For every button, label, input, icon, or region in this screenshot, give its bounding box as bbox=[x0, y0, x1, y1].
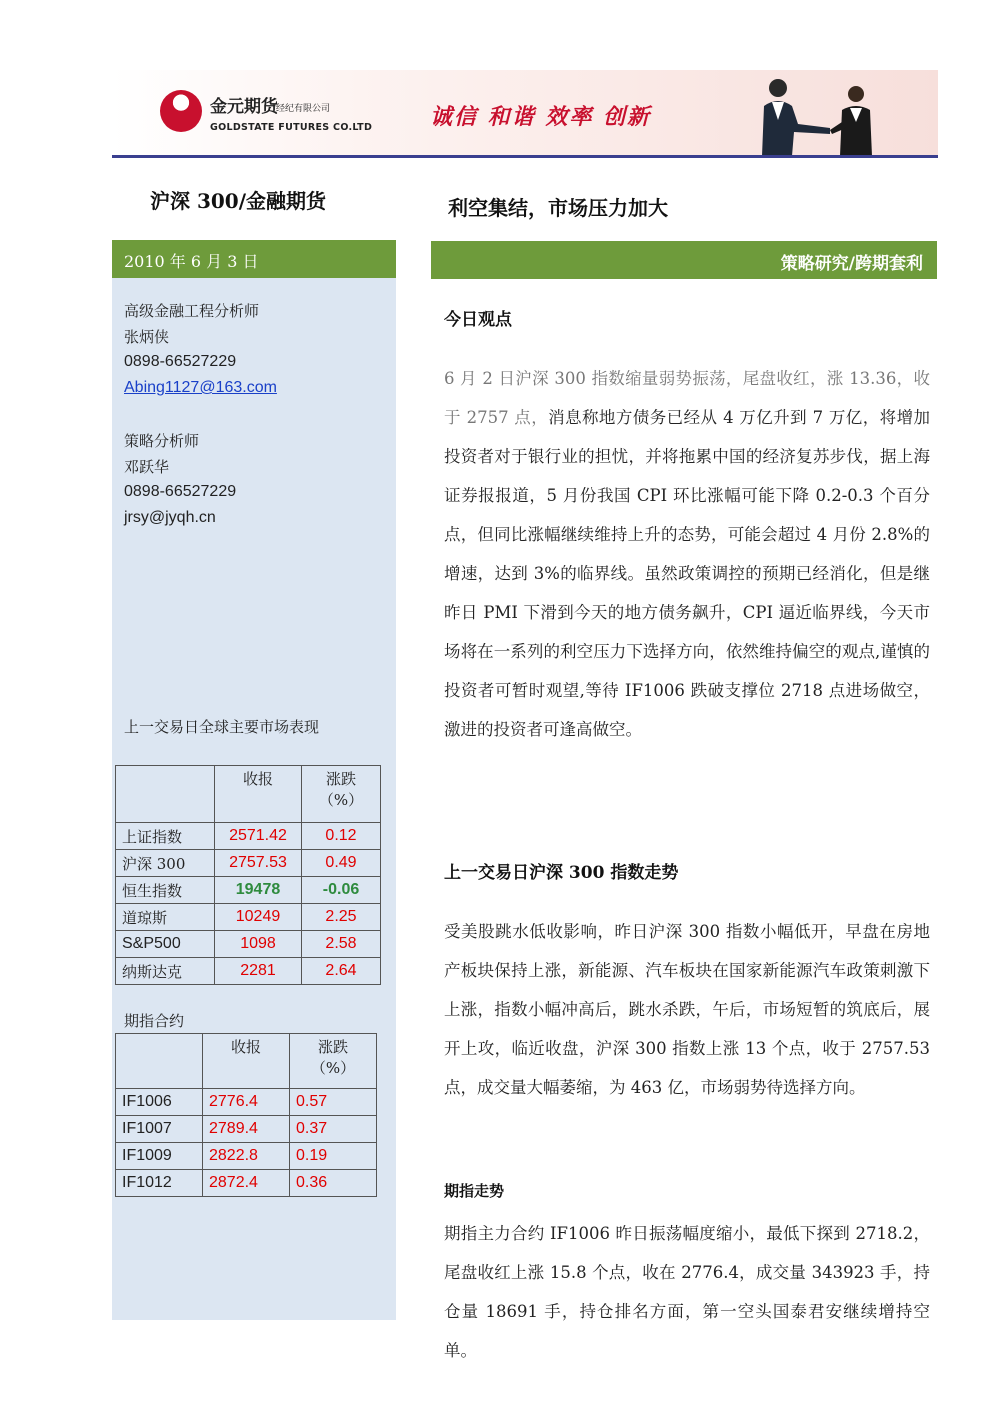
table-header-cell bbox=[290, 1034, 377, 1089]
table-cell-close: 19478 bbox=[215, 877, 302, 904]
table-cell-change: 0.49 bbox=[302, 850, 381, 877]
handshake-illustration-icon bbox=[740, 72, 900, 156]
futures-table-caption: 期指合约 bbox=[124, 1012, 185, 1030]
table-row bbox=[116, 823, 381, 850]
table-cell-name: 道琼斯 bbox=[116, 904, 215, 931]
table-cell-change: 2.25 bbox=[302, 904, 381, 931]
table-row bbox=[116, 904, 381, 931]
table-cell-close: 10249 bbox=[215, 904, 302, 931]
table-cell-change: 0.37 bbox=[290, 1116, 377, 1143]
table-row bbox=[116, 1089, 377, 1116]
table-header-cell bbox=[116, 1034, 203, 1089]
table-cell-close: 2776.4 bbox=[203, 1089, 290, 1116]
futures-table bbox=[115, 1033, 377, 1197]
table-cell-change: 0.12 bbox=[302, 823, 381, 850]
table-cell-change: 2.64 bbox=[302, 958, 381, 985]
report-date: 2010 年 6 月 3 日 bbox=[124, 252, 259, 271]
table-cell-name: 沪深 300 bbox=[116, 850, 215, 877]
logo-chinese-name: 金元期货 bbox=[210, 97, 278, 117]
table-cell-change: 2.58 bbox=[302, 931, 381, 958]
table-header-label: 涨跌 bbox=[325, 770, 356, 788]
table-cell-change: 0.36 bbox=[290, 1170, 377, 1197]
table-header-cell: 收报 bbox=[215, 766, 302, 823]
table-cell-change: 0.19 bbox=[290, 1143, 377, 1170]
table-cell-name: 上证指数 bbox=[116, 823, 215, 850]
analyst-2-phone: 0898-66527229 bbox=[124, 483, 237, 500]
table-cell-close: 2571.42 bbox=[215, 823, 302, 850]
logo-chinese-suffix: 经纪有限公司 bbox=[276, 104, 331, 114]
section-title-futures-trend: 期指走势 bbox=[444, 1182, 505, 1200]
table-cell-close: 1098 bbox=[215, 931, 302, 958]
table-cell-name: IF1007 bbox=[116, 1116, 203, 1143]
table-cell-name: 恒生指数 bbox=[116, 877, 215, 904]
section-index-trend-text: 受美股跳水低收影响，昨日沪深 300 指数小幅低开，早盘在房地产板块保持上涨，新能源、汽车板块在国家新能源汽车政策刺激下上涨，指数小幅冲高后，跳水杀跌，午后，市场短暂的筑底后，展开上攻，临近收盘，沪深 300 指数上涨 13 个点，收于 2757.53 点，成交量大幅萎缩，为 463 亿，市场弱势待选择方向。 bbox=[444, 922, 930, 1097]
table-row bbox=[116, 931, 381, 958]
table-row bbox=[116, 850, 381, 877]
table-cell-name: IF1012 bbox=[116, 1170, 203, 1197]
table-cell-change: 0.57 bbox=[290, 1089, 377, 1116]
report-category: 沪深 300/金融期货 bbox=[150, 189, 327, 213]
table-cell-close: 2757.53 bbox=[215, 850, 302, 877]
analyst-2-email: jrsy@jyqh.cn bbox=[124, 509, 216, 526]
report-tag: 策略研究/跨期套利 bbox=[780, 254, 923, 274]
table-row bbox=[116, 958, 381, 985]
table-header-cell bbox=[302, 766, 381, 823]
section-futures-trend-text: 期指主力合约 IF1006 昨日振荡幅度缩小，最低下探到 2718.2，尾盘收红上涨 15.8 个点，收在 2776.4，成交量 343923 手，持仓量 18691 手，持仓排名方面，第一空头国泰君安继续增持空单。 bbox=[444, 1224, 930, 1360]
table-cell-name: IF1009 bbox=[116, 1143, 203, 1170]
table-cell-change: -0.06 bbox=[302, 877, 381, 904]
section-title-index-trend: 上一交易日沪深 300 指数走势 bbox=[444, 863, 679, 883]
analyst-1-title: 高级金融工程分析师 bbox=[124, 302, 260, 320]
table-cell-close: 2872.4 bbox=[203, 1170, 290, 1197]
table-header-row bbox=[116, 766, 381, 823]
table-cell-name: 纳斯达克 bbox=[116, 958, 215, 985]
table-cell-close: 2281 bbox=[215, 958, 302, 985]
market-table-caption: 上一交易日全球主要市场表现 bbox=[124, 718, 320, 736]
table-row bbox=[116, 1143, 377, 1170]
table-header-row bbox=[116, 1034, 377, 1089]
analyst-2-title: 策略分析师 bbox=[124, 432, 200, 450]
table-row bbox=[116, 1170, 377, 1197]
company-slogan: 诚信 和谐 效率 创新 bbox=[430, 105, 651, 130]
table-cell-close: 2822.8 bbox=[203, 1143, 290, 1170]
table-row bbox=[116, 1116, 377, 1143]
category-tag-bar bbox=[431, 241, 937, 279]
table-header-cell bbox=[116, 766, 215, 823]
analyst-1-name: 张炳侠 bbox=[124, 328, 170, 346]
table-cell-name: S&P500 bbox=[116, 931, 215, 958]
section-title-today-view: 今日观点 bbox=[444, 310, 512, 330]
logo-english-name: GOLDSTATE FUTURES CO.LTD bbox=[210, 122, 373, 133]
analyst-1-phone: 0898-66527229 bbox=[124, 353, 237, 370]
market-table bbox=[115, 765, 381, 985]
report-headline: 利空集结，市场压力加大 bbox=[448, 196, 668, 220]
table-cell-close: 2789.4 bbox=[203, 1116, 290, 1143]
table-header-unit: （%） bbox=[310, 1059, 356, 1077]
analyst-1-email-link[interactable]: Abing1127@163.com bbox=[124, 379, 277, 396]
section-today-view-lead: 6 月 2 日沪深 300 指数缩量弱势振荡，尾盘收红，涨 13.36，收于 2757 点， bbox=[444, 369, 930, 427]
section-today-view-body: 消息称地方债务已经从 4 万亿升到 7 万亿，将增加投资者对于银行业的担忧，并将拖累中国的经济复苏步伐，据上海证券报报道，5 月份我国 CPI 环比涨幅可能下降 0.2-0.3 个百分点，但同比涨幅继续维持上升的态势，可能会超过 4 月份 2.8%的增速，达到 3%的临界线。虽然政策调控的预期已经消化，但是继昨日 PMI 下滑到今天的地方债务飙升，CPI 逼近临界线，今天市场将在一系列的利空压力下选择方向，依然维持偏空的观点,谨慎的投资者可暂时观望,等待 IF1006 跌破支撑位 2718 点进场做空，激进的投资者可逢高做空。 bbox=[444, 408, 930, 739]
company-logo-icon bbox=[160, 90, 202, 132]
section-today-view-text bbox=[444, 359, 930, 749]
table-header-cell: 收报 bbox=[203, 1034, 290, 1089]
table-header-label: 涨跌 bbox=[317, 1038, 348, 1056]
header-divider bbox=[112, 155, 938, 158]
analyst-2-name: 邓跃华 bbox=[124, 458, 170, 476]
table-row bbox=[116, 877, 381, 904]
table-header-unit: （%） bbox=[318, 791, 364, 809]
table-cell-name: IF1006 bbox=[116, 1089, 203, 1116]
